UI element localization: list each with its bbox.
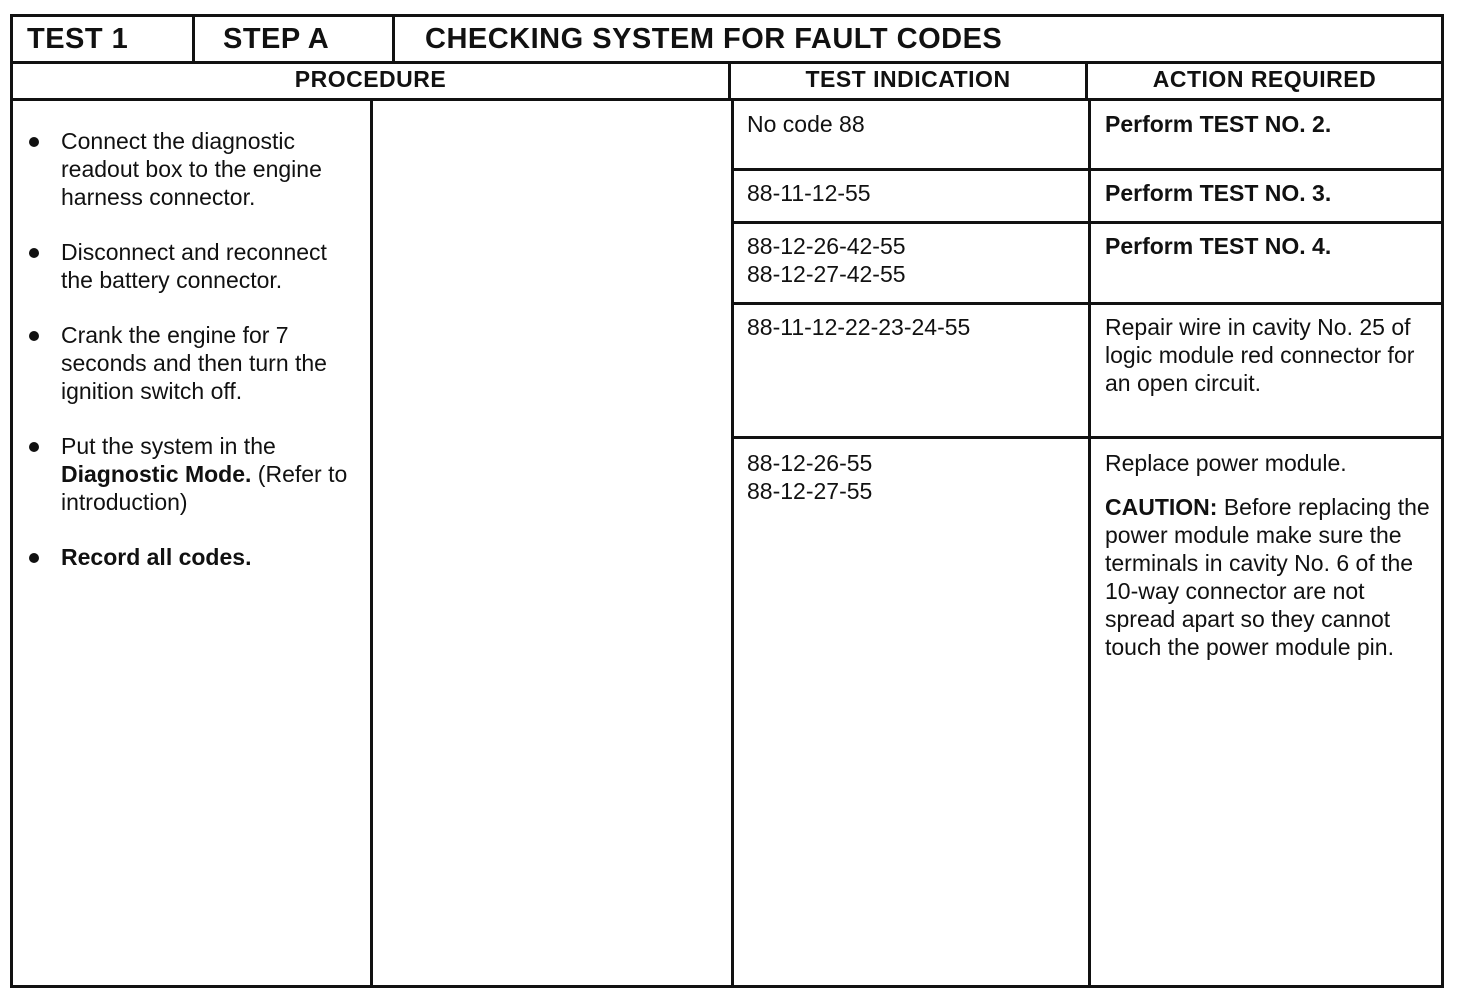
indication-code: 88-12-27-55 xyxy=(747,478,873,504)
table-row xyxy=(731,224,1441,305)
fault-code-table xyxy=(10,14,1444,988)
action-cell xyxy=(1105,439,1441,677)
procedure-step: Record all codes. xyxy=(61,544,252,570)
procedure-step-emphasis: Diagnostic Mode. xyxy=(61,461,252,487)
procedure-step: Disconnect and reconnect the battery connector. xyxy=(61,239,327,293)
indication-code: 88-12-26-42-55 xyxy=(747,233,906,259)
indication-cell xyxy=(747,439,1087,505)
column-header-procedure: PROCEDURE xyxy=(13,61,731,98)
procedure-step-prefix: Put the system in the xyxy=(61,433,276,459)
procedure-step-suffix: (Refer to introduction) xyxy=(61,461,348,515)
procedure-list xyxy=(25,127,365,598)
table-row xyxy=(731,98,1441,171)
table-row xyxy=(731,305,1441,439)
bullet-icon xyxy=(29,553,39,563)
test-number: TEST 1 xyxy=(13,17,195,61)
caution-label: CAUTION: xyxy=(1105,494,1218,520)
action-cell: Repair wire in cavity No. 25 of logic module red connector for an open circuit. xyxy=(1105,314,1415,396)
table-row xyxy=(731,171,1441,224)
procedure-step: Connect the diagnostic readout box to the engine harness connector. xyxy=(61,128,322,210)
list-item xyxy=(25,543,365,571)
procedure-step: Crank the engine for 7 seconds and then turn the ignition switch off. xyxy=(61,322,327,404)
page-title: CHECKING SYSTEM FOR FAULT CODES xyxy=(425,22,1003,55)
procedure-divider xyxy=(370,98,373,985)
indication-code: 88-11-12-55 xyxy=(747,180,871,206)
step-label: STEP A xyxy=(195,17,395,61)
column-headers xyxy=(13,61,1441,101)
caution-note xyxy=(1105,493,1431,661)
indication-code: 88-12-26-55 xyxy=(747,450,873,476)
column-header-indication: TEST INDICATION xyxy=(731,61,1088,98)
indication-cell xyxy=(747,224,1087,288)
action-cell: Perform TEST NO. 2. xyxy=(1105,111,1332,137)
caution-text: Before replacing the power module make sure the terminals in cavity No. 6 of the 10-way connector are not spread apart so they cannot touch the power module pin. xyxy=(1105,494,1430,660)
column-header-action: ACTION REQUIRED xyxy=(1152,66,1377,92)
action-text: Replace power module. xyxy=(1105,450,1347,476)
action-cell: Perform TEST NO. 3. xyxy=(1105,180,1332,206)
indication-cell xyxy=(747,171,1087,207)
list-item xyxy=(25,127,365,211)
bullet-icon xyxy=(29,137,39,147)
action-cell: Perform TEST NO. 4. xyxy=(1105,233,1332,259)
indication-code: 88-12-27-42-55 xyxy=(747,261,906,287)
list-item xyxy=(25,238,365,294)
table-header xyxy=(13,17,1441,64)
table-row xyxy=(731,439,1441,985)
indication-cell xyxy=(747,305,1087,341)
bullet-icon xyxy=(29,248,39,258)
indication-code: No code 88 xyxy=(747,111,865,137)
bullet-icon xyxy=(29,331,39,341)
list-item xyxy=(25,432,365,516)
bullet-icon xyxy=(29,442,39,452)
indication-code: 88-11-12-22-23-24-55 xyxy=(747,314,971,340)
indication-cell xyxy=(747,98,1087,138)
list-item xyxy=(25,321,365,405)
